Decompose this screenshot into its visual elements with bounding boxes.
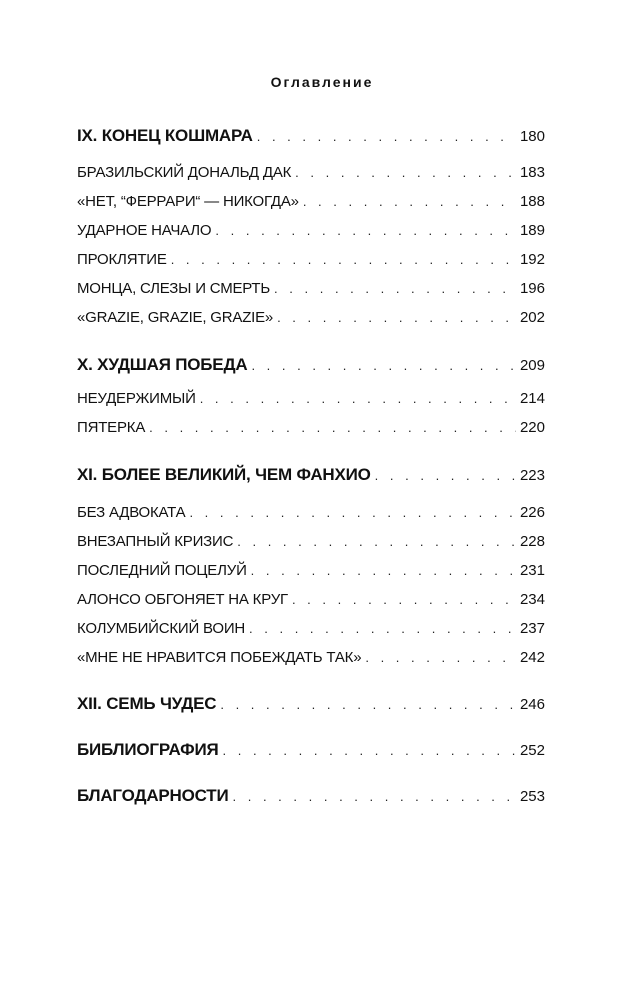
toc-page-number: 242 [519, 649, 545, 666]
page-title: Оглавление [270, 74, 374, 90]
dot-leader [249, 621, 516, 636]
dot-leader [215, 223, 516, 238]
toc-entry-label: X. ХУДШАЯ ПОБЕДА [77, 355, 248, 374]
toc-section-entry[interactable] [77, 193, 545, 215]
toc-page-number: 226 [519, 504, 545, 521]
toc-page-number: 189 [519, 222, 545, 239]
toc-page-number: 183 [519, 164, 545, 181]
toc-page-number: 180 [519, 128, 545, 145]
toc-page-number: 252 [519, 742, 545, 759]
toc-page-number: 188 [519, 193, 545, 210]
toc-section-entry[interactable] [77, 164, 545, 186]
toc-section-entry[interactable] [77, 309, 545, 331]
toc-page-number: 209 [519, 357, 545, 374]
toc-section-entry[interactable] [77, 649, 545, 671]
toc-entry-label: ПРОКЛЯТИЕ [77, 251, 167, 268]
toc-page-number: 220 [519, 419, 545, 436]
toc-chapter-entry[interactable] [77, 740, 545, 762]
toc-section-entry[interactable] [77, 280, 545, 302]
toc-section-entry[interactable] [77, 620, 545, 642]
dot-leader [274, 281, 516, 296]
toc-section-entry[interactable] [77, 533, 545, 555]
toc-entry-label: БРАЗИЛЬСКИЙ ДОНАЛЬД ДАК [77, 164, 292, 181]
toc-page-number: 214 [519, 390, 545, 407]
toc-section-entry[interactable] [77, 419, 545, 441]
dot-leader [292, 592, 516, 607]
toc-section-entry[interactable] [77, 504, 545, 526]
toc-entry-label: УДАРНОЕ НАЧАЛО [77, 222, 212, 239]
toc-page-number: 246 [519, 696, 545, 713]
toc-entry-label: НЕУДЕРЖИМЫЙ [77, 390, 196, 407]
dot-leader [375, 468, 516, 483]
toc-page-number: 237 [519, 620, 545, 637]
toc-section-entry[interactable] [77, 251, 545, 273]
toc-page-number: 202 [519, 309, 545, 326]
toc-chapter-entry[interactable] [77, 694, 545, 716]
toc-entry-label: МОНЦА, СЛЕЗЫ И СМЕРТЬ [77, 280, 271, 297]
toc-section-entry[interactable] [77, 562, 545, 584]
dot-leader [295, 165, 516, 180]
toc-section-entry[interactable] [77, 222, 545, 244]
toc-chapter-entry[interactable] [77, 786, 545, 808]
dot-leader [149, 420, 516, 435]
toc-entry-label: БИБЛИОГРАФИЯ [77, 740, 219, 759]
toc-entry-label: КОЛУМБИЙСКИЙ ВОИН [77, 620, 246, 637]
toc-entry-label: ПОСЛЕДНИЙ ПОЦЕЛУЙ [77, 562, 247, 579]
dot-leader [189, 505, 516, 520]
toc-page-number: 223 [519, 467, 545, 484]
dot-leader [237, 534, 516, 549]
toc-page-number: 228 [519, 533, 545, 550]
toc-entry-label: XI. БОЛЕЕ ВЕЛИКИЙ, ЧЕМ ФАНХИО [77, 465, 371, 484]
toc-page-number: 231 [519, 562, 545, 579]
toc-section-entry[interactable] [77, 591, 545, 613]
dot-leader [277, 310, 516, 325]
dot-leader [220, 697, 516, 712]
toc-entry-label: БЕЗ АДВОКАТА [77, 504, 186, 521]
dot-leader [365, 650, 516, 665]
toc-chapter-entry[interactable] [77, 355, 545, 377]
dot-leader [251, 358, 516, 373]
dot-leader [171, 252, 516, 267]
toc-chapter-entry[interactable] [77, 465, 545, 487]
toc-entry-label: ПЯТЕРКА [77, 419, 146, 436]
toc-entry-label: ВНЕЗАПНЫЙ КРИЗИС [77, 533, 234, 550]
toc-entry-label: «МНЕ НЕ НРАВИТСЯ ПОБЕЖДАТЬ ТАК» [77, 649, 362, 666]
dot-leader [257, 129, 516, 144]
toc-page-number: 196 [519, 280, 545, 297]
toc-section-entry[interactable] [77, 390, 545, 412]
toc-chapter-entry[interactable] [77, 126, 545, 148]
dot-leader [223, 743, 516, 758]
toc-entry-label: «НЕТ, “ФЕРРАРИ“ — НИКОГДА» [77, 193, 299, 210]
toc-entry-label: АЛОНСО ОБГОНЯЕТ НА КРУГ [77, 591, 288, 608]
dot-leader [233, 789, 516, 804]
toc-page-number: 234 [519, 591, 545, 608]
toc-page-number: 253 [519, 788, 545, 805]
dot-leader [303, 194, 516, 209]
toc-entry-label: БЛАГОДАРНОСТИ [77, 786, 229, 805]
toc-entry-label: «GRAZIE, GRAZIE, GRAZIE» [77, 309, 274, 326]
toc-entry-label: IX. КОНЕЦ КОШМАРА [77, 126, 253, 145]
dot-leader [251, 563, 516, 578]
toc-page-number: 192 [519, 251, 545, 268]
dot-leader [200, 391, 516, 406]
toc-entry-label: XII. СЕМЬ ЧУДЕС [77, 694, 217, 713]
